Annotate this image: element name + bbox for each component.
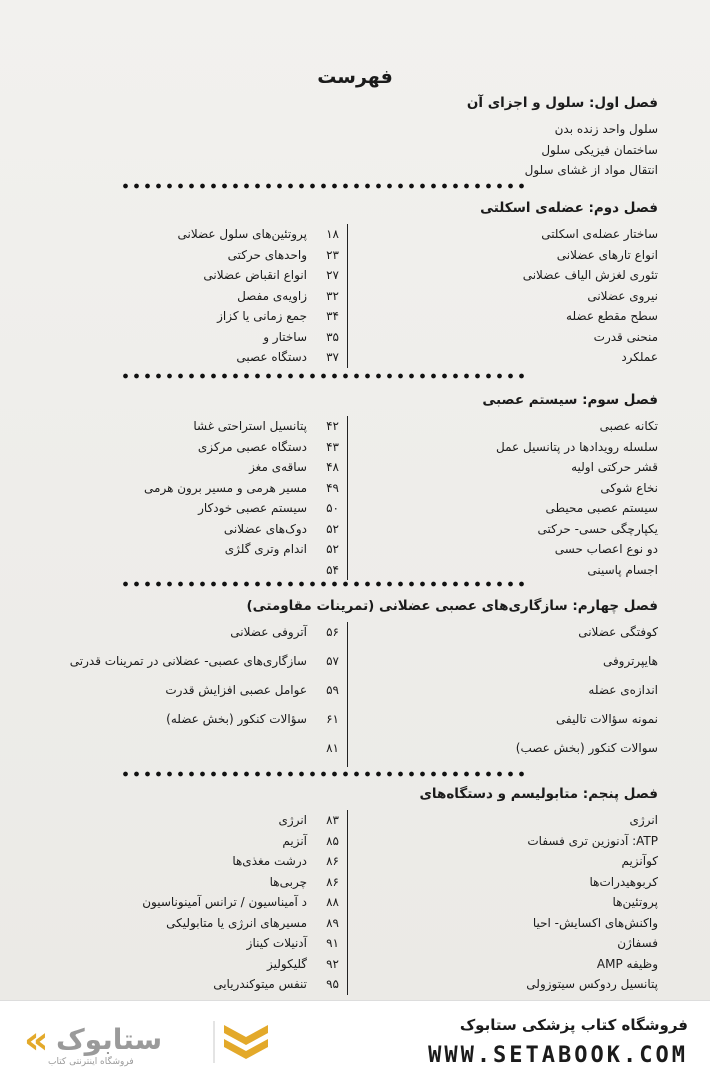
- store-banner: [0, 1000, 710, 1080]
- entry-title: نیروی عضلانی: [587, 288, 658, 303]
- entry-title: آنزیم: [282, 833, 307, 848]
- chapter-entries: [28, 810, 658, 995]
- entry-title: سلول واحد زنده بدن: [554, 122, 658, 136]
- toc-entry[interactable]: [77, 347, 347, 368]
- entry-title: ساختمان فیزیکی سلول: [541, 142, 658, 157]
- toc-entry[interactable]: [358, 265, 658, 286]
- entry-page-number: ۴۲: [326, 419, 339, 433]
- logo-subtitle: فروشگاه اینترنتی کتاب: [48, 1057, 134, 1067]
- entry-column-primary: [358, 416, 658, 580]
- entry-page-number: ۵۶: [326, 625, 339, 639]
- entry-title: اندازه‌ی عضله: [588, 683, 658, 697]
- entry-title: کوآنزیم: [621, 854, 658, 868]
- entry-title: ساختار و: [263, 329, 307, 344]
- chapter-section: [28, 598, 658, 767]
- chapter-title: فصل چهارم: سازگاری‌های عصبی عضلانی (تمرینات مقاومتی): [246, 598, 658, 614]
- chapter-title: فصل سوم: سیستم عصبی: [482, 392, 658, 408]
- chapter-entries: [28, 224, 658, 368]
- toc-entry[interactable]: [77, 872, 347, 893]
- toc-entry[interactable]: [358, 160, 658, 181]
- entry-column-primary: [358, 224, 658, 368]
- toc-entry[interactable]: [358, 224, 658, 245]
- entry-title: تئوری لغزش الیاف عضلانی: [522, 268, 658, 282]
- entry-page-number: ۳۷: [326, 350, 339, 364]
- entry-title: منحنی قدرت: [593, 329, 658, 344]
- entry-page-number: ۶۱: [326, 712, 339, 726]
- entry-title: تنفس میتوکندریایی: [213, 977, 307, 991]
- toc-entry[interactable]: [77, 680, 347, 709]
- entry-title: آتروفی عضلانی: [230, 625, 307, 639]
- entry-column-primary: [358, 810, 658, 995]
- chapter-section: [28, 95, 658, 181]
- chapter-title: فصل پنجم: متابولیسم و دستگاه‌های: [419, 786, 658, 802]
- toc-entry[interactable]: [77, 738, 347, 767]
- entry-page-number: ۴۹: [326, 480, 339, 495]
- toc-entry[interactable]: [358, 140, 658, 161]
- entry-page-number: ۹۱: [326, 936, 339, 950]
- entry-title: ساقه‌ی مغز: [249, 460, 307, 474]
- entry-title: یکپارچگی حسی- حرکتی: [537, 521, 658, 536]
- toc-entry[interactable]: [358, 831, 658, 852]
- entry-title: پتانسیل ردوکس سیتوزولی: [526, 977, 658, 991]
- toc-entry[interactable]: [77, 519, 347, 540]
- toc-entry[interactable]: [77, 954, 347, 975]
- section-divider: [120, 770, 525, 778]
- toc-entry[interactable]: [358, 498, 658, 519]
- entry-page-number: ۹۲: [326, 956, 339, 971]
- chapter-section: [28, 200, 658, 368]
- entry-title: سوالات کنکور (بخش عصب): [515, 741, 658, 755]
- entry-title: پروتئین‌های سلول عضلانی: [177, 227, 307, 241]
- entry-column-primary: [358, 622, 658, 767]
- toc-entry[interactable]: [77, 892, 347, 913]
- entry-title: پتانسیل استراحتی غشا: [193, 419, 307, 433]
- entry-title: آدنیلات کیناز: [246, 936, 307, 950]
- toc-entry[interactable]: [358, 560, 658, 581]
- chapter-heading[interactable]: [28, 598, 658, 622]
- toc-entry[interactable]: [358, 933, 658, 954]
- entry-column-secondary: [77, 224, 348, 368]
- toc-entry[interactable]: [358, 680, 658, 709]
- toc-entry[interactable]: [77, 831, 347, 852]
- entry-page-number: ۵۰: [326, 501, 339, 515]
- entry-page-number: ۸۳: [326, 813, 339, 827]
- toc-entry[interactable]: [77, 245, 347, 266]
- entry-title: انرژی: [278, 813, 307, 827]
- entry-page-number: ۹۵: [326, 977, 339, 991]
- toc-entry[interactable]: [77, 851, 347, 872]
- entry-title: ساختار عضله‌ی اسکلتی: [541, 227, 658, 241]
- chapter-heading[interactable]: [28, 786, 658, 810]
- toc-entry[interactable]: [358, 457, 658, 478]
- entry-title: گلیکولیز: [266, 956, 307, 971]
- entry-page-number: ۲۳: [326, 247, 339, 262]
- entry-page-number: ۸۵: [326, 833, 339, 848]
- toc-entry[interactable]: [358, 347, 658, 368]
- entry-page-number: ۳۲: [326, 288, 339, 303]
- entry-column-secondary: [77, 416, 348, 580]
- toc-entry[interactable]: [77, 416, 347, 437]
- entry-title: سیستم عصبی محیطی: [545, 501, 658, 515]
- logo-wordmark: ستابوک: [56, 1023, 163, 1056]
- entry-page-number: ۸۸: [326, 895, 339, 909]
- entry-page-number: ۸۶: [326, 854, 339, 868]
- entry-title: فسفاژن: [617, 936, 658, 950]
- entry-column-secondary: [69, 622, 348, 767]
- chapter-title: فصل دوم: عضله‌ی اسکلتی: [480, 200, 658, 216]
- entry-title: دو نوع اعصاب حسی: [554, 542, 658, 556]
- toc-entry[interactable]: [358, 437, 658, 458]
- entry-title: قشر حرکتی اولیه: [571, 460, 658, 474]
- entry-title: ATP: آدنوزین تری فسفات: [527, 833, 658, 848]
- section-divider: [120, 182, 525, 190]
- toc-entry[interactable]: [358, 851, 658, 872]
- entry-page-number: ۵۹: [326, 683, 339, 697]
- entry-page-number: ۸۹: [326, 915, 339, 930]
- entry-title: مسیر هرمی و مسیر برون هرمی: [144, 480, 307, 495]
- entry-title: سؤالات کنکور (بخش عضله): [166, 712, 307, 726]
- entry-title: کربوهیدرات‌ها: [589, 874, 658, 889]
- toc-entry[interactable]: [358, 478, 658, 499]
- entry-page-number: ۵۷: [326, 654, 339, 668]
- entry-title: عملکرد: [621, 350, 658, 364]
- entry-title: سیستم عصبی خودکار: [198, 501, 307, 515]
- toc-entry[interactable]: [358, 738, 658, 767]
- chapter-entries: [28, 119, 658, 181]
- section-divider: [120, 580, 525, 588]
- toc-entry[interactable]: [77, 560, 347, 581]
- entry-title: مسیرهای انرژی یا متابولیکی: [166, 915, 307, 930]
- entry-column-secondary: [77, 810, 348, 995]
- chapter-heading[interactable]: [28, 200, 658, 224]
- entry-title: نمونه سؤالات تالیفی: [556, 712, 658, 726]
- toc-entry[interactable]: [77, 498, 347, 519]
- entry-title: عوامل عصبی افزایش قدرت: [165, 683, 307, 697]
- entry-page-number: ۳۵: [326, 329, 339, 344]
- entry-title: واحدهای حرکتی: [227, 247, 307, 262]
- toc-entry[interactable]: [77, 622, 347, 651]
- toc-entry[interactable]: [358, 539, 658, 560]
- entry-title: پروتئین‌ها: [612, 895, 658, 909]
- chapter-heading[interactable]: [28, 95, 658, 119]
- entry-page-number: ۸۶: [326, 874, 339, 889]
- toc-entry[interactable]: [77, 539, 347, 560]
- entry-page-number: ۱۸: [326, 227, 339, 241]
- toc-entry[interactable]: [77, 933, 347, 954]
- toc-entry[interactable]: [77, 224, 347, 245]
- toc-entry[interactable]: [358, 810, 658, 831]
- toc-entry[interactable]: [358, 954, 658, 975]
- toc-entry[interactable]: [77, 265, 347, 286]
- toc-entry[interactable]: [358, 622, 658, 651]
- entry-title: انواع انقباض عضلانی: [203, 268, 307, 282]
- toc-entry[interactable]: [77, 306, 347, 327]
- toc-entry[interactable]: [77, 974, 347, 995]
- entry-page-number: ۵۲: [326, 521, 339, 536]
- entry-page-number: ۸۱: [326, 741, 339, 755]
- toc-entry[interactable]: [358, 306, 658, 327]
- entry-page-number: ۴۳: [326, 439, 339, 454]
- entry-title: هایپرتروفی: [602, 654, 658, 668]
- toc-entry[interactable]: [358, 651, 658, 680]
- chapter-entries: [28, 416, 658, 580]
- toc-entry[interactable]: [77, 913, 347, 934]
- svg-text:«: «: [24, 1018, 49, 1062]
- entry-title: دوک‌های عضلانی: [223, 521, 307, 536]
- entry-title: دستگاه عصبی: [236, 350, 307, 364]
- entry-column-primary: [358, 119, 658, 181]
- entry-title: درشت مغذی‌ها: [232, 854, 307, 868]
- entry-title: سطح مقطع عضله: [566, 309, 658, 323]
- entry-title: زاویه‌ی مفصل: [237, 288, 307, 303]
- toc-entry[interactable]: [358, 286, 658, 307]
- entry-title: وظیفه AMP: [596, 956, 658, 971]
- entry-title: نخاع شوکی: [600, 480, 658, 495]
- entry-page-number: ۵۴: [326, 562, 339, 577]
- entry-title: دستگاه عصبی مرکزی: [197, 439, 307, 454]
- chapter-heading[interactable]: [28, 392, 658, 416]
- entry-page-number: ۵۲: [326, 542, 339, 556]
- toc-entry[interactable]: [77, 810, 347, 831]
- entry-title: چربی‌ها: [269, 874, 307, 889]
- toc-entry[interactable]: [358, 709, 658, 738]
- toc-entry[interactable]: [358, 416, 658, 437]
- entry-page-number: ۲۷: [326, 268, 339, 282]
- entry-title: کوفتگی عضلانی: [578, 625, 658, 639]
- store-url[interactable]: WWW.SETABOOK.COM: [428, 1043, 688, 1068]
- entry-page-number: ۴۸: [326, 460, 339, 474]
- store-name: فروشگاه کتاب پزشکی ستابوک: [459, 1016, 688, 1034]
- page-title: فهرست: [317, 66, 393, 88]
- entry-title: جمع زمانی یا کزاز: [217, 309, 307, 323]
- toc-entry[interactable]: [77, 457, 347, 478]
- toc-entry[interactable]: [358, 872, 658, 893]
- entry-title: انتقال مواد از غشای سلول: [524, 163, 658, 177]
- chapter-title: فصل اول: سلول و اجزای آن: [466, 95, 658, 111]
- toc-entry[interactable]: [358, 913, 658, 934]
- toc-entry[interactable]: [77, 709, 347, 738]
- entry-title: انرژی: [629, 813, 658, 827]
- section-divider: [120, 372, 525, 380]
- toc-entry[interactable]: [77, 327, 347, 348]
- entry-title: تکانه عصبی: [599, 419, 658, 433]
- toc-entry[interactable]: [77, 478, 347, 499]
- toc-entry[interactable]: [77, 437, 347, 458]
- entry-title: اندام وتری گلژی: [224, 542, 307, 556]
- toc-entry[interactable]: [69, 651, 347, 680]
- toc-entry[interactable]: [358, 327, 658, 348]
- toc-entry[interactable]: [77, 286, 347, 307]
- toc-entry[interactable]: [358, 892, 658, 913]
- entry-title: واکنش‌های اکسایش- احیا: [532, 915, 658, 930]
- entry-title: سازگاری‌های عصبی- عضلانی در تمرینات قدرتی: [69, 654, 307, 668]
- toc-entry[interactable]: [358, 119, 658, 140]
- toc-entry[interactable]: [358, 519, 658, 540]
- entry-title: د آمیناسیون / ترانس آمینوناسیون: [142, 895, 307, 909]
- logo-chevron-icon: [224, 1025, 268, 1059]
- entry-title: سلسله رویدادها در پتانسیل عمل: [496, 439, 658, 454]
- chapter-entries: [28, 622, 658, 767]
- toc-entry[interactable]: [358, 974, 658, 995]
- setabook-logo[interactable]: [18, 1017, 273, 1067]
- entry-page-number: ۳۴: [326, 309, 339, 323]
- entry-title: انواع تارهای عضلانی: [556, 247, 658, 262]
- chapter-section: [28, 786, 658, 995]
- entry-title: اجسام پاسینی: [587, 562, 658, 577]
- chapter-section: [28, 392, 658, 580]
- toc-entry[interactable]: [358, 245, 658, 266]
